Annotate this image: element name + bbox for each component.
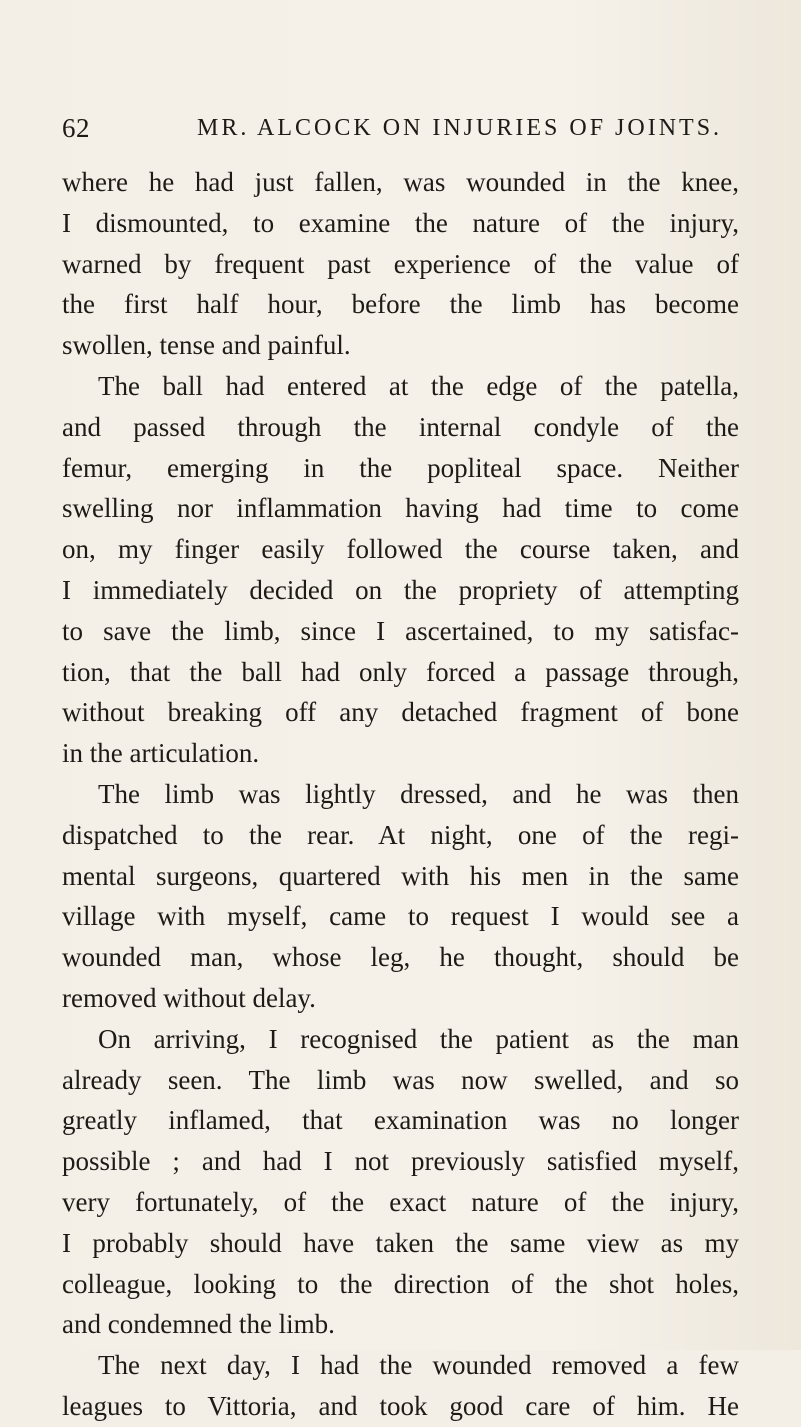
text-line: very fortunately, of the exact nature of the injury, [62, 1186, 739, 1217]
text-line: colleague, looking to the direction of the shot holes, [62, 1268, 739, 1299]
text-line: dispatched to the rear. At night, one of the regi- [62, 819, 739, 850]
running-title: MR. ALCOCK ON INJURIES OF JOINTS. [197, 115, 723, 141]
text-line: I immediately decided on the propriety of attempting [62, 574, 739, 605]
text-line: I probably should have taken the same view as my [62, 1227, 739, 1258]
text-line: I dismounted, to examine the nature of the injury, [62, 207, 739, 238]
paragraph-start-line: The next day, I had the wounded removed a few [98, 1350, 739, 1381]
text-line: greatly inflamed, that examination was no longer [62, 1105, 739, 1136]
paragraph-start-line: The ball had entered at the edge of the patella, [98, 370, 739, 401]
page-number: 62 [62, 113, 90, 143]
paragraph-start-line: The limb was lightly dressed, and he was then [98, 778, 739, 809]
text-line: to save the limb, since I ascertained, to my satisfac- [62, 615, 739, 646]
body-text [62, 162, 739, 1427]
text-line: without breaking off any detached fragment of bone [62, 697, 739, 728]
text-line: femur, emerging in the popliteal space. Neither [62, 452, 739, 483]
paragraph-start-line: On arriving, I recognised the patient as the man [98, 1023, 739, 1054]
text-line: village with myself, came to request I would see a [62, 901, 739, 932]
paragraph-end-line: removed without delay. [62, 982, 316, 1013]
text-line: tion, that the ball had only forced a passage through, [62, 656, 739, 687]
text-line: possible ; and had I not previously satisfied myself, [62, 1146, 739, 1177]
text-line: warned by frequent past experience of the value of [62, 248, 739, 279]
text-line: wounded man, whose leg, he thought, should be [62, 942, 739, 973]
text-line: where he had just fallen, was wounded in the knee, [62, 167, 739, 197]
paragraph-end-line: and condemned the limb. [62, 1309, 335, 1340]
text-line: already seen. The limb was now swelled, and so [62, 1064, 739, 1095]
text-line: the first half hour, before the limb has become [62, 289, 739, 320]
text-line: swelling nor inflammation having had time to come [62, 493, 739, 524]
paragraph-end-line: in the articulation. [62, 738, 260, 769]
text-line: leagues to Vittoria, and took good care of him. He [62, 1390, 739, 1421]
paragraph-end-line: swollen, tense and painful. [62, 330, 351, 361]
running-head [62, 103, 752, 153]
text-line: on, my finger easily followed the course taken, and [62, 534, 739, 565]
text-line: mental surgeons, quartered with his men in the same [62, 860, 739, 891]
text-line: and passed through the internal condyle of the [62, 411, 739, 442]
